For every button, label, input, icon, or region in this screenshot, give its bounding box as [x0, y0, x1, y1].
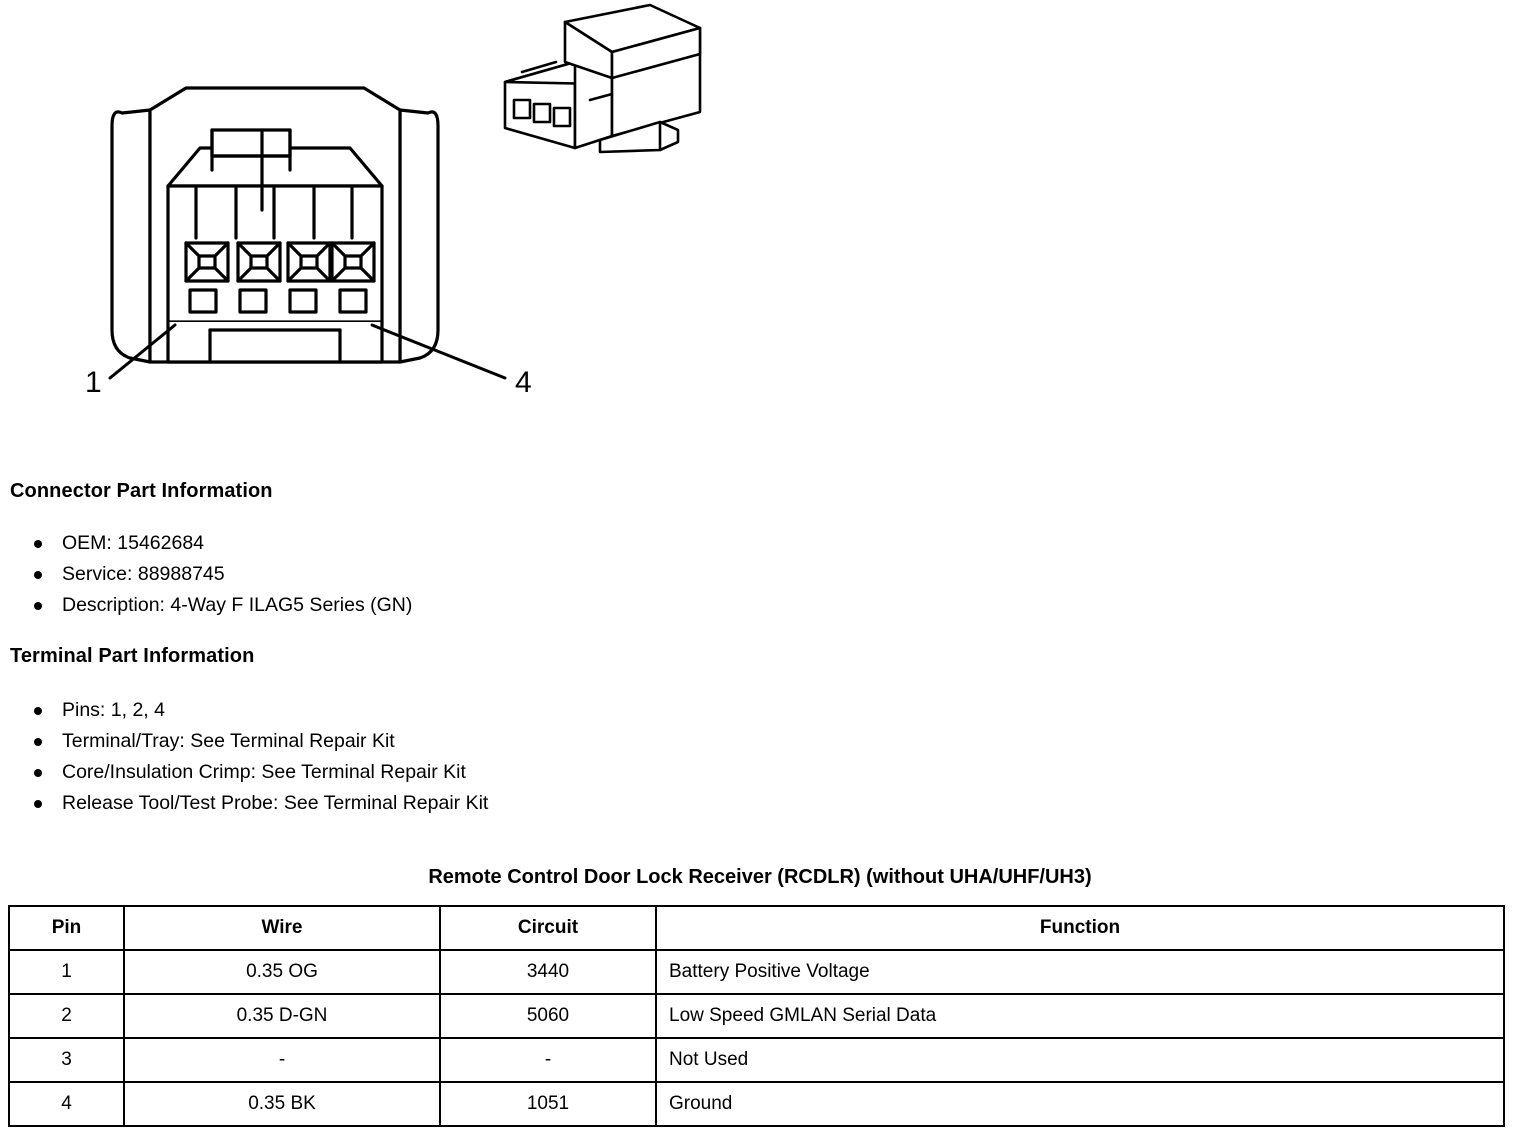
table-header-row — [9, 906, 1504, 950]
pinout-table-title: Remote Control Door Lock Receiver (RCDLR) (without UHA/UHF/UH3) — [428, 866, 1092, 888]
column-header-wire: Wire — [124, 906, 440, 950]
cell-function: Ground — [656, 1082, 1504, 1126]
cell-circuit: - — [440, 1038, 656, 1082]
connector-diagram-svg — [0, 0, 800, 420]
table-row — [9, 994, 1504, 1038]
connector-part-list — [0, 528, 412, 621]
list-item: Release Tool/Test Probe: See Terminal Repair Kit — [0, 788, 488, 819]
connector-front-view — [110, 88, 505, 378]
list-item: Description: 4-Way F ILAG5 Series (GN) — [0, 590, 412, 621]
cell-wire: 0.35 D-GN — [124, 994, 440, 1038]
cell-wire: 0.35 OG — [124, 950, 440, 994]
connector-part-information-heading: Connector Part Information — [10, 480, 273, 502]
table-row — [9, 1038, 1504, 1082]
cell-circuit: 3440 — [440, 950, 656, 994]
cell-wire: - — [124, 1038, 440, 1082]
table-row — [9, 1082, 1504, 1126]
list-item: Core/Insulation Crimp: See Terminal Repair Kit — [0, 757, 488, 788]
connector-illustration — [0, 0, 800, 420]
pinout-table-wrapper — [8, 905, 1503, 1127]
cell-wire: 0.35 BK — [124, 1082, 440, 1126]
column-header-circuit: Circuit — [440, 906, 656, 950]
list-item: Service: 88988745 — [0, 559, 412, 590]
cell-circuit: 5060 — [440, 994, 656, 1038]
cell-function: Not Used — [656, 1038, 1504, 1082]
table-row — [9, 950, 1504, 994]
terminal-cavities — [186, 243, 374, 281]
pin-1-label: 1 — [85, 366, 102, 399]
list-item: Terminal/Tray: See Terminal Repair Kit — [0, 726, 488, 757]
terminal-part-list — [0, 695, 488, 819]
column-header-function: Function — [656, 906, 1504, 950]
cell-circuit: 1051 — [440, 1082, 656, 1126]
connector-side-view — [505, 5, 700, 152]
terminal-part-information-heading: Terminal Part Information — [10, 645, 255, 667]
cell-pin: 1 — [9, 950, 124, 994]
cell-pin: 3 — [9, 1038, 124, 1082]
pinout-table — [8, 905, 1505, 1127]
cell-function: Battery Positive Voltage — [656, 950, 1504, 994]
cell-function: Low Speed GMLAN Serial Data — [656, 994, 1504, 1038]
column-header-pin: Pin — [9, 906, 124, 950]
pin-4-label: 4 — [515, 366, 532, 399]
list-item: OEM: 15462684 — [0, 528, 412, 559]
cell-pin: 2 — [9, 994, 124, 1038]
list-item: Pins: 1, 2, 4 — [0, 695, 488, 726]
cell-pin: 4 — [9, 1082, 124, 1126]
